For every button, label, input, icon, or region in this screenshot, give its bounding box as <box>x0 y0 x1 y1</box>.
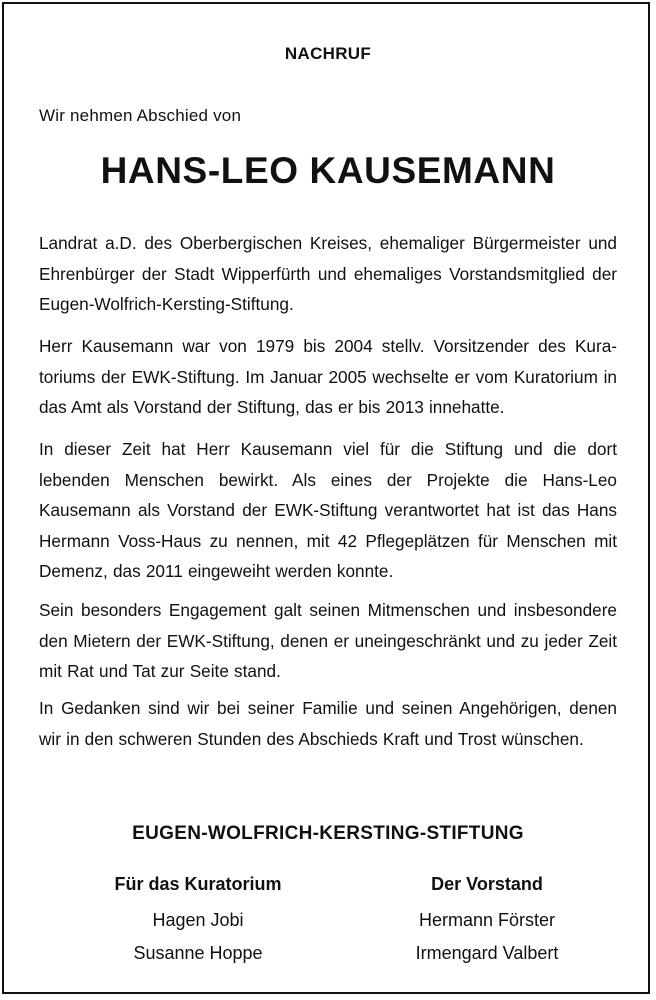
signatory-name: Hagen Jobi <box>152 910 244 930</box>
paragraph-board-role: Herr Kausemann war von 1979 bis 2004 stellv. Vorsitzender des Kuratoriums der EWK-Stiftung. Im Januar 2005 wechselte er vom Kuratorium in das Amt als Vorstand der Stiftung, das er bis 2013 innehatte. <box>39 336 617 417</box>
intro-line: Wir nehmen Abschied von <box>39 106 242 125</box>
deceased-name: HANS-LEO KAUSEMANN <box>100 150 556 191</box>
signature-block-vorstand <box>357 870 617 970</box>
signature-title: Der Vorstand <box>431 874 543 894</box>
signature-block-kuratorium <box>68 870 328 970</box>
paragraph-condolence: In Gedanken sind wir bei seiner Familie und seinen Angehörigen, denen wir in den schweren Stunden des Abschieds Kraft und Trost wünschen. <box>39 698 617 749</box>
foundation-name: EUGEN-WOLFRICH-KERSTING-STIFTUNG <box>132 823 524 844</box>
signatory-name: Susanne Hoppe <box>133 943 263 963</box>
paragraph-achievements: In dieser Zeit hat Herr Kausemann viel für die Stiftung und die dort lebenden Menschen bewirkt. Als eines der Projekte die Hans-Leo Kausemann als Vorstand der EWK-Stiftung verantwortet hat ist das Hans Hermann Voss-Haus zu nennen, mit 42 Pflegeplätzen für Menschen mit Demenz, das 2011 eingeweiht werden konnte. <box>39 439 617 581</box>
paragraph-engagement: Sein besonders Engagement galt seinen Mitmenschen und insbesondere den Mietern der EWK-Stiftung, denen er uneingeschränkt und zu jeder Zeit mit Rat und Tat zur Seite stand. <box>39 600 617 681</box>
obituary-heading: NACHRUF <box>284 44 372 63</box>
paragraph-biography: Landrat a.D. des Oberbergischen Kreises, ehemaliger Bürgermeister und Ehrenbürger der Stadt Wipperfürth und ehemaliges Vorstandsmitglied der Eugen-Wolfrich-Kersting-Stiftung. <box>39 233 617 314</box>
signatory-name: Irmengard Valbert <box>415 943 559 963</box>
signatory-name: Hermann Förster <box>418 910 556 930</box>
signature-title: Für das Kuratorium <box>114 874 282 894</box>
